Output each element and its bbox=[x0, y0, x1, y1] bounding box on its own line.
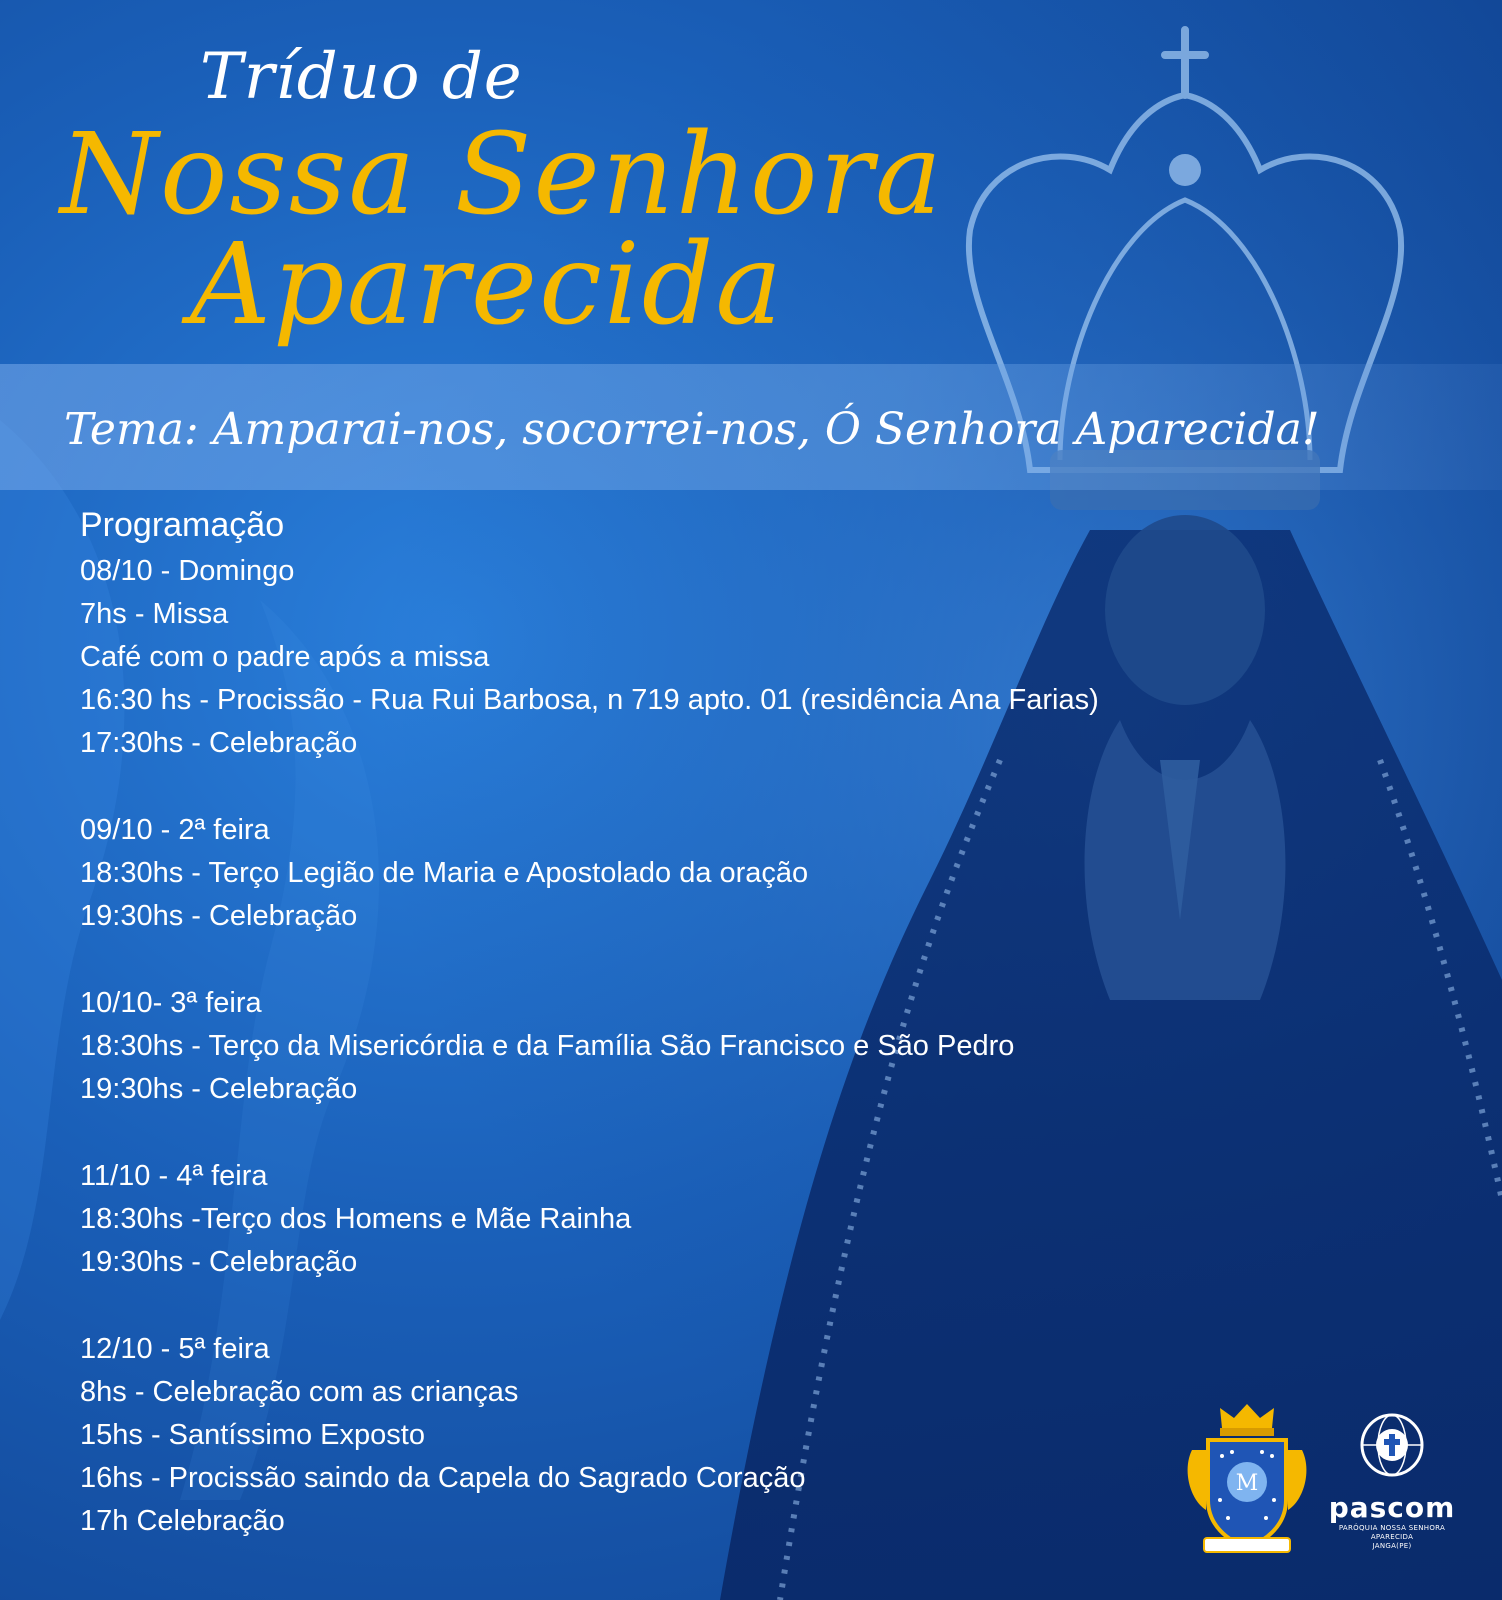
poster-title bbox=[60, 30, 944, 360]
day-date: 11/10 - 4ª feira bbox=[80, 1160, 268, 1192]
schedule-item: 18:30hs -Terço dos Homens e Mãe Rainha bbox=[80, 1203, 632, 1235]
theme-banner bbox=[0, 364, 1502, 490]
title-line-aparecida: Aparecida bbox=[190, 220, 785, 350]
schedule-item: 19:30hs - Celebração bbox=[80, 1073, 358, 1105]
schedule-item: 18:30hs - Terço Legião de Maria e Apostolado da oração bbox=[80, 857, 809, 889]
schedule-item: 19:30hs - Celebração bbox=[80, 1246, 358, 1278]
day-group bbox=[80, 1155, 1180, 1284]
schedule-heading: Programação bbox=[80, 506, 285, 544]
pascom-logo bbox=[1322, 1410, 1462, 1550]
theme-text: Tema: Amparai-nos, socorrei-nos, Ó Senhora Aparecida! bbox=[64, 404, 1320, 455]
schedule-item: 16:30 hs - Procissão - Rua Rui Barbosa, n 719 apto. 01 (residência Ana Farias) bbox=[80, 684, 1099, 716]
schedule-item: 19:30hs - Celebração bbox=[80, 900, 358, 932]
schedule-item: 17h Celebração bbox=[80, 1505, 285, 1537]
day-group bbox=[80, 982, 1180, 1111]
schedule-item: 16hs - Procissão saindo da Capela do Sagrado Coração bbox=[80, 1462, 806, 1494]
schedule-item: 17:30hs - Celebração bbox=[80, 727, 358, 759]
day-group bbox=[80, 550, 1180, 765]
title-line-triduo: Tríduo de bbox=[200, 40, 523, 114]
pascom-name: pascom bbox=[1328, 1491, 1456, 1524]
svg-text:M: M bbox=[1235, 1471, 1259, 1496]
schedule-item: 18:30hs - Terço da Misericórdia e da Família São Francisco e São Pedro bbox=[80, 1030, 1015, 1062]
pascom-parish-name: PARÓQUIA NOSSA SENHORA APARECIDA bbox=[1338, 1524, 1446, 1541]
pascom-globe-cross-icon bbox=[1357, 1410, 1427, 1480]
schedule-item: 15hs - Santíssimo Exposto bbox=[80, 1419, 425, 1451]
day-group bbox=[80, 1328, 1180, 1543]
day-group bbox=[80, 809, 1180, 938]
schedule-item: 8hs - Celebração com as crianças bbox=[80, 1376, 519, 1408]
schedule-item: Café com o padre após a missa bbox=[80, 641, 490, 673]
parish-crest-icon bbox=[1182, 1400, 1312, 1560]
day-date: 08/10 - Domingo bbox=[80, 555, 295, 587]
title-line-nossa-senhora: Nossa Senhora bbox=[60, 110, 944, 240]
logos bbox=[1182, 1400, 1462, 1560]
day-date: 09/10 - 2ª feira bbox=[80, 814, 270, 846]
pascom-location: JANGA(PE) bbox=[1372, 1542, 1412, 1550]
schedule bbox=[80, 500, 1180, 1543]
schedule-item: 7hs - Missa bbox=[80, 598, 229, 630]
day-date: 10/10- 3ª feira bbox=[80, 987, 262, 1019]
day-date: 12/10 - 5ª feira bbox=[80, 1333, 270, 1365]
